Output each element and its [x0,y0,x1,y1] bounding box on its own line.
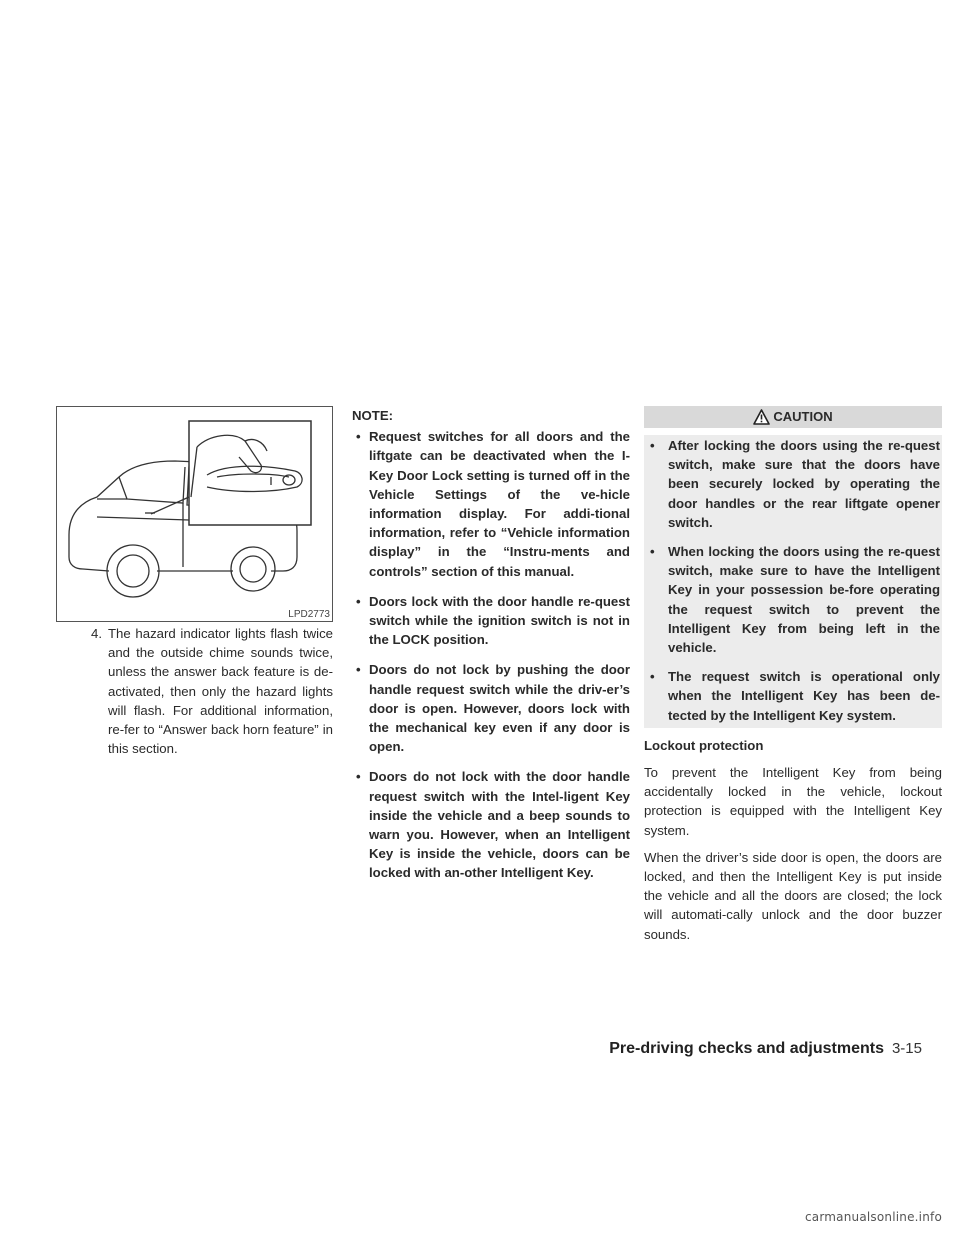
note-item-2 [352,592,630,650]
caution-item-2 [646,542,940,657]
caution-item-3 [646,667,940,725]
step-number: 4. [91,626,102,641]
note-text: Request switches for all doors and the liftgate can be deactivated when the I-Key Door Lock setting is turned off in the Vehicle Settings of the ve-hicle information display. For addi-tional information, refer to “Vehicle information display” in the “Instru-ments and controls” section of this manual. [369,429,630,579]
caution-box [644,435,942,728]
column-right [644,406,942,952]
caution-text: When locking the doors using the re-quest switch, make sure to have the Intelligent Key in your possession be-fore operating the request switch to prevent the Intelligent Key from being left in the vehicle. [668,544,940,656]
caution-text: The request switch is operational only when the Intelligent Key has been de-tected by the Intelligent Key system. [668,669,940,723]
note-text: Doors do not lock by pushing the door handle request switch while the driv-er’s door is open. However, doors lock with the mechanical key even if any door is open. [369,662,630,755]
warning-icon [753,409,770,425]
bullet: • [650,544,655,560]
note-heading: NOTE: [352,408,394,423]
step-4 [56,624,333,758]
bullet: • [356,593,361,609]
column-middle [352,406,630,894]
note-item-3 [352,660,630,756]
page-footer [609,1039,922,1059]
step-text: The hazard indicator lights flash twice and the outside chime sounds twice, unless the answer back feature is de-activated, then only the hazard lights will flash. For additional information, re-fer to “Answer back horn feature” in this section. [108,626,333,757]
caution-text: After locking the doors using the re-quest switch, make sure that the doors have been securely locked by operating the door handles or the rear liftgate opener switch. [668,438,940,530]
lockout-heading: Lockout protection [644,737,764,753]
bullet: • [356,769,361,785]
caution-header [644,406,942,428]
lockout-paragraph-2: When the driver’s side door is open, the doors are locked, and then the Intelligent Key is put inside the vehicle and all the doors are closed; the lock will automati-cally unlock and the door buzzer sounds. [644,849,942,942]
door-handle-figure [56,406,333,622]
bullet: • [650,438,655,453]
note-item-4 [352,767,630,882]
caution-title: CAUTION [773,409,833,425]
figure-code: LPD2773 [288,609,330,620]
note-item-1 [352,427,630,581]
bullet: • [356,662,361,678]
column-left [56,406,333,758]
lockout-paragraph-1: To prevent the Intelligent Key from being accidentally locked in the vehicle, lockout protection is equipped with the Intelligent Key system. [644,765,942,838]
note-text: Doors lock with the door handle re-quest switch while the ignition switch is not in the LOCK position. [369,593,630,648]
page-number: 3-15 [891,1040,922,1057]
bullet: • [356,429,361,445]
section-title: Pre-driving checks and adjustments [609,1040,884,1057]
caution-item-1 [646,436,940,532]
watermark: carmanualsonline.info [805,1210,942,1224]
note-text: Doors do not lock with the door handle request switch with the Intel-ligent Key inside the vehicle and a beep sounds to warn you. However, when an Intelligent Key is inside the vehicle, doors can be locked with an-other Intelligent Key. [369,769,630,881]
bullet: • [650,669,655,685]
car-door-handle-illustration [57,407,332,621]
